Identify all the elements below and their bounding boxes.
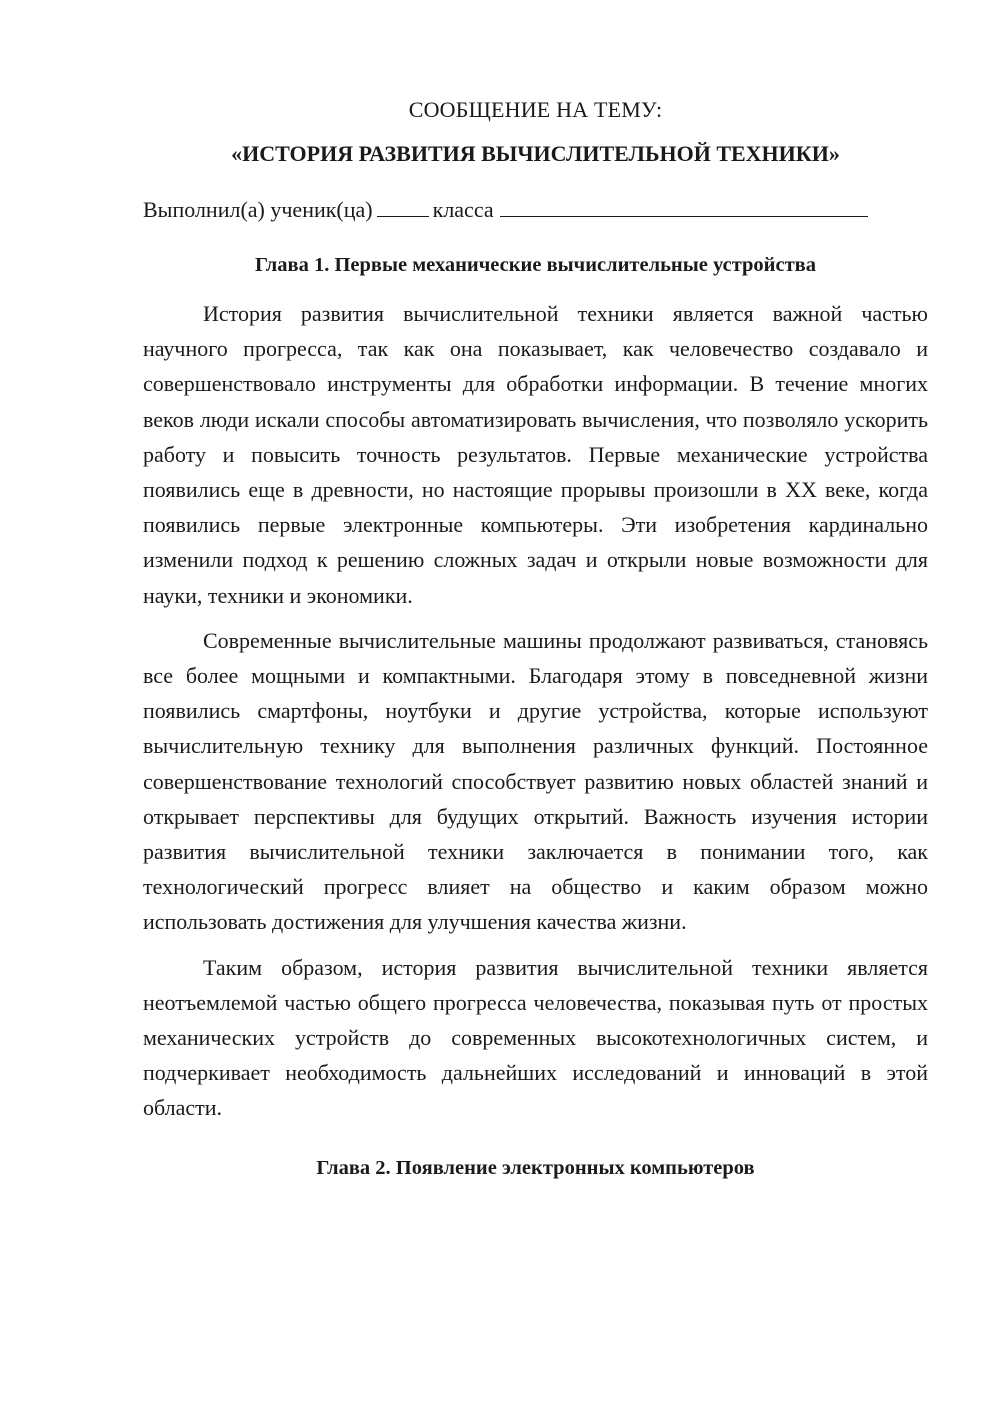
chapter-1-paragraph-1: История развития вычислительной техники является важной частью научного прогресса, так как она показывает, как человечество создавало и совершенствовало инструменты для обработки информации. В течение многих веков люди искали способы автоматизировать вычисления, что позволяло ускорить работу и повысить точность результатов. Первые механические устройства появились еще в древности, но настоящие прорывы произошли в XX веке, когда появились первые электронные компьютеры. Эти изобретения кардинально изменили подход к решению сложных задач и открыли новые возможности для науки, техники и экономики.	[143, 301, 928, 608]
grade-blank-field	[377, 194, 429, 217]
document-type-label: СООБЩЕНИЕ НА ТЕМУ:	[408, 97, 663, 122]
author-prefix: Выполнил(а) ученик(ца)	[143, 197, 373, 222]
chapter-2-heading: Глава 2. Появление электронных компьютеров	[316, 1156, 755, 1179]
chapter-1-paragraph-2: Современные вычислительные машины продолжают развиваться, становясь все более мощными и компактными. Благодаря этому в повседневной жизни появились смартфоны, ноутбуки и другие устройства, которые используют вычислительную технику для выполнения различных функций. Постоянное совершенствование технологий способствует развитию новых областей знаний и открывает перспективы для будущих открытий. Важность изучения истории развития вычислительной техники заключается в понимании того, как технологический прогресс влияет на общество и каким образом можно использовать достижения для улучшения качества жизни.	[143, 627, 928, 935]
class-word: класса	[432, 197, 494, 222]
document-title: «ИСТОРИЯ РАЗВИТИЯ ВЫЧИСЛИТЕЛЬНОЙ ТЕХНИКИ»	[231, 141, 840, 166]
chapter-1-paragraph-3: Таким образом, история развития вычислительной техники является неотъемлемой частью общего прогресса человечества, показывая путь от простых механических устройств до современных высокотехнологичных систем, и подчеркивает необходимость дальнейших исследований и инноваций в этой области.	[143, 954, 928, 1121]
name-blank-field	[500, 194, 868, 217]
chapter-1-heading: Глава 1. Первые механические вычислительные устройства	[255, 254, 816, 276]
document-body	[143, 92, 928, 1185]
author-line	[143, 192, 928, 228]
